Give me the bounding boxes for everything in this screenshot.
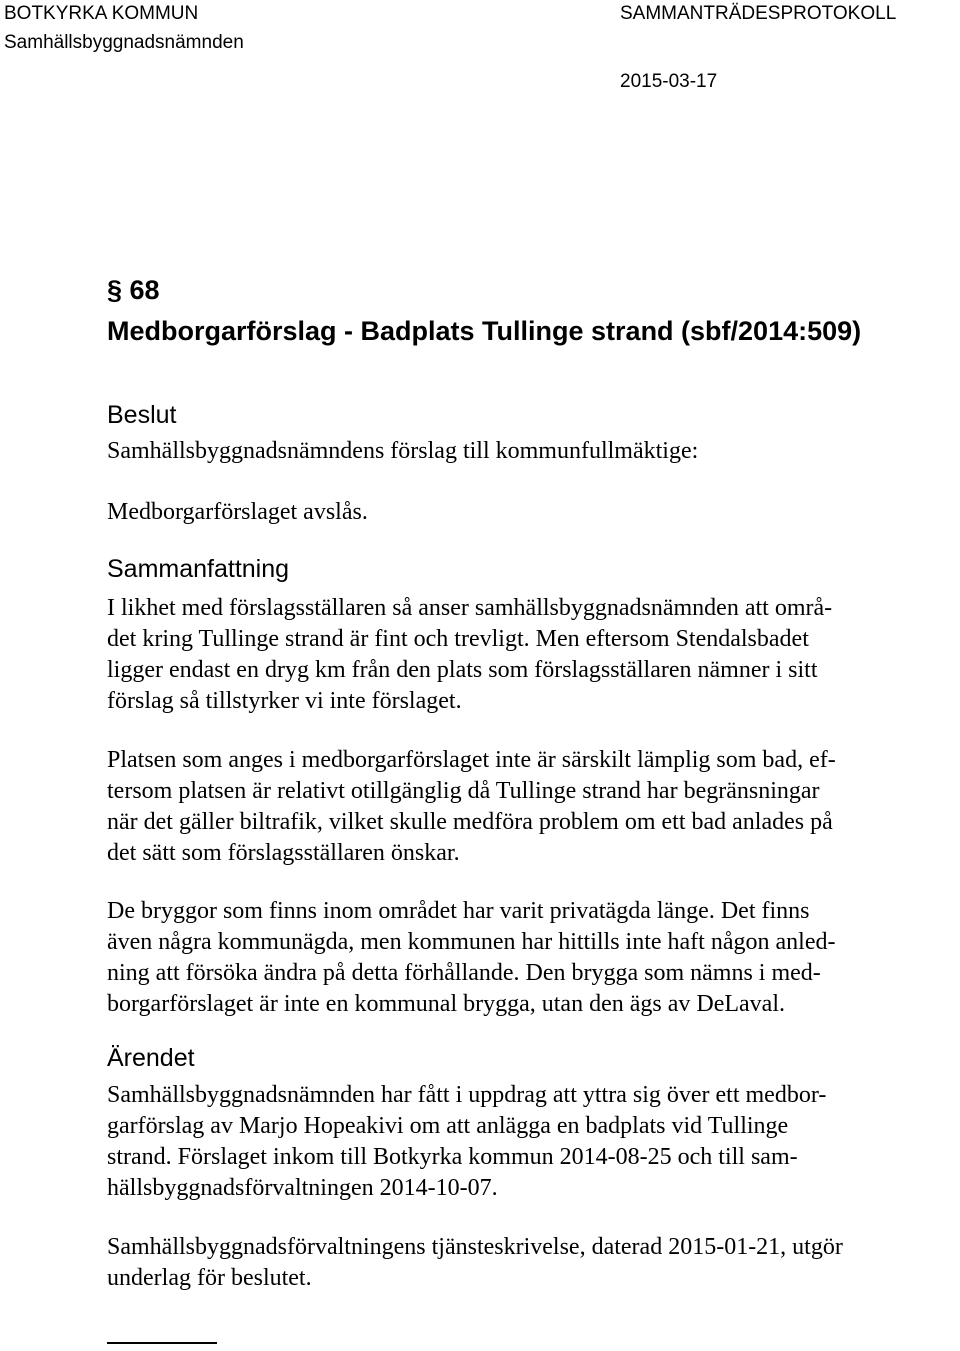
text-line: Samhällsbyggnadsförvaltningens tjänsteskrivelse, daterad 2015-01-21, utgör	[107, 1234, 843, 1260]
meeting-date: 2015-03-17	[620, 71, 718, 92]
decision-text: Medborgarförslaget avslås.	[107, 499, 368, 525]
summary-paragraph-2	[107, 745, 952, 869]
signature-rule	[107, 1342, 217, 1344]
text-line: det kring Tullinge strand är fint och trevligt. Men eftersom Stendalsbadet	[107, 626, 809, 652]
text-line: även några kommunägda, men kommunen har hittills inte haft någon anled-	[107, 929, 836, 955]
text-line: borgarförslaget är inte en kommunal brygga, utan den ägs av DeLaval.	[107, 991, 785, 1017]
text-line: tersom platsen är relativt otillgänglig då Tullinge strand har begränsningar	[107, 778, 820, 804]
text-line: garförslag av Marjo Hopeakivi om att anlägga en badplats vid Tullinge	[107, 1113, 789, 1139]
section-number: § 68	[107, 275, 160, 305]
summary-paragraph-3	[107, 896, 952, 1020]
text-line: det sätt som förslagsställaren önskar.	[107, 840, 460, 866]
decision-heading: Beslut	[107, 401, 177, 429]
matter-paragraph-1	[107, 1080, 952, 1204]
text-line: när det gäller biltrafik, vilket skulle medföra problem om ett bad anlades på	[107, 809, 833, 835]
text-line: De bryggor som finns inom området har varit privatägda länge. Det finns	[107, 898, 810, 924]
text-line: förslag så tillstyrker vi inte förslaget.	[107, 688, 462, 714]
matter-paragraph-2	[107, 1232, 952, 1294]
decision-proposal-line: Samhällsbyggnadsnämndens förslag till kommunfullmäktige:	[107, 438, 699, 464]
text-line: underlag för beslutet.	[107, 1265, 312, 1291]
summary-heading: Sammanfattning	[107, 555, 290, 583]
organization-name: BOTKYRKA KOMMUN	[4, 3, 199, 24]
text-line: Samhällsbyggnadsnämnden har fått i uppdrag att yttra sig över ett medbor-	[107, 1082, 827, 1108]
text-line: ning att försöka ändra på detta förhållande. Den brygga som nämns i med-	[107, 960, 821, 986]
matter-heading: Ärendet	[107, 1044, 195, 1072]
document-type: SAMMANTRÄDESPROTOKOLL	[620, 3, 897, 24]
text-line: strand. Förslaget inkom till Botkyrka kommun 2014-08-25 och till sam-	[107, 1144, 798, 1170]
section-title: Medborgarförslag - Badplats Tullinge strand (sbf/2014:509)	[107, 316, 862, 346]
board-name: Samhällsbyggnadsnämnden	[4, 32, 244, 53]
text-line: Platsen som anges i medborgarförslaget inte är särskilt lämplig som bad, ef-	[107, 747, 836, 773]
summary-paragraph-1	[107, 593, 952, 717]
text-line: hällsbyggnadsförvaltningen 2014-10-07.	[107, 1175, 498, 1201]
text-line: ligger endast en dryg km från den plats som förslagsställaren nämner i sitt	[107, 657, 818, 683]
text-line: I likhet med förslagsställaren så anser samhällsbyggnadsnämnden att områ-	[107, 595, 833, 621]
